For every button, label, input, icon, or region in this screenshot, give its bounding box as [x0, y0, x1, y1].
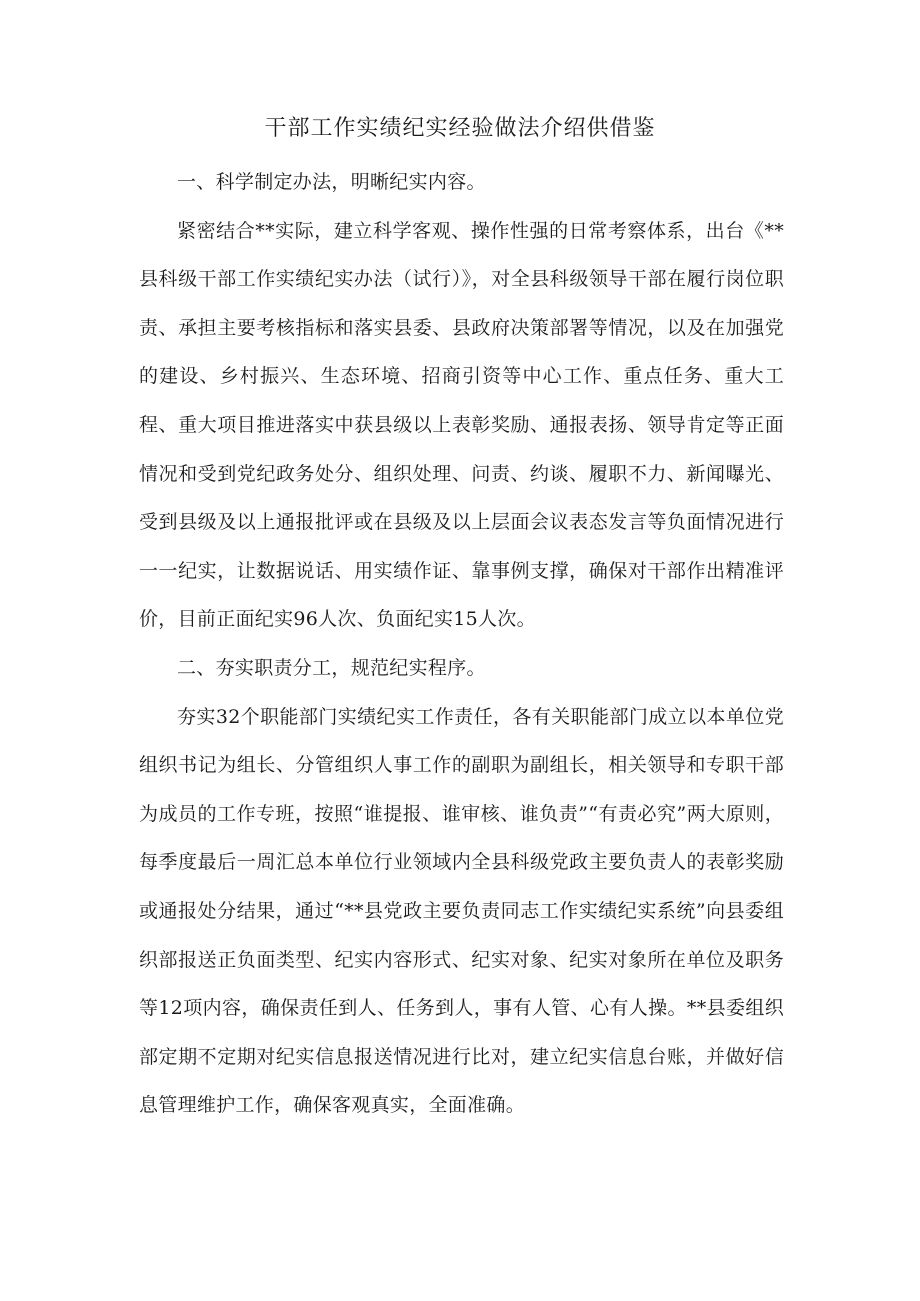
- section-heading-2: 二、夯实职责分工，规范纪实程序。: [177, 656, 486, 679]
- paragraph-2: 夯实32个职能部门实绩纪实工作责任，各有关职能部门成立以本单位党组织书记为组长、分管组织人事工作的副职为副组长，相关领导和专职干部为成员的工作专班，按照“谁提报、谁审核、谁负责”“有责必究”两大原则，每季度最后一周汇总本单位行业领域内全县科级党政主要负责人的表彰奖励或通报处分结果，通过“**县党政主要负责同志工作实绩纪实系统”向县委组织部报送正负面类型、纪实内容形式、纪实对象、纪实对象所在单位及职务等12项内容，确保责任到人、任务到人，事有人管、心有人操。**县委组织部定期不定期对纪实信息报送情况进行比对，建立纪实信息台账，并做好信息管理维护工作，确保客观真实，全面准确。: [139, 705, 784, 1117]
- document-title: 干部工作实绩纪实经验做法介绍供借鉴: [264, 116, 656, 141]
- paragraph-1: 紧密结合**实际，建立科学客观、操作性强的日常考察体系，出台《**县科级干部工作实绩纪实办法（试行）》，对全县科级领导干部在履行岗位职责、承担主要考核指标和落实县委、县政府决策部署等情况，以及在加强党的建设、乡村振兴、生态环境、招商引资等中心工作、重点任务、重大工程、重大项目推进落实中获县级以上表彰奖励、通报表扬、领导肯定等正面情况和受到党纪政务处分、组织处理、问责、约谈、履职不力、新闻曝光、受到县级及以上通报批评或在县级及以上层面会议表态发言等负面情况进行一一纪实，让数据说话、用实绩作证、靠事例支撑，确保对干部作出精准评价，目前正面纪实96人次、负面纪实15人次。: [139, 219, 784, 631]
- document-body: [139, 158, 784, 1130]
- section-heading-1: 一、科学制定办法，明晰纪实内容。: [177, 171, 486, 193]
